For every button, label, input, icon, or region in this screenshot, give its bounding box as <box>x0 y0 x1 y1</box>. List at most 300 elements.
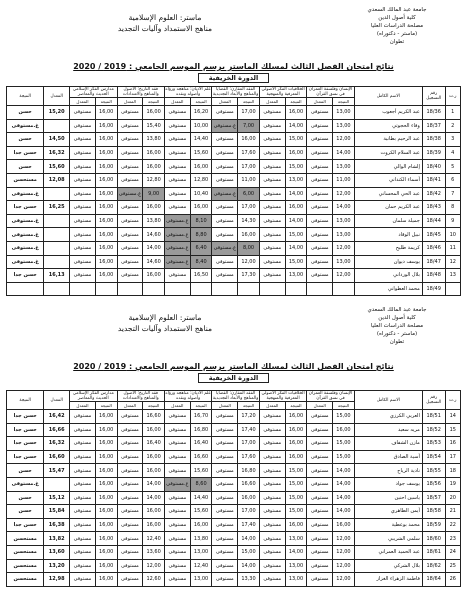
module-grade: 12,00 <box>238 255 260 269</box>
mention: مستحسن <box>7 573 44 587</box>
module-result <box>117 282 143 296</box>
module-grade: 15,00 <box>285 477 307 491</box>
master-header <box>90 12 240 34</box>
module-grade: 16,00 <box>285 410 307 424</box>
results-body-1 <box>7 106 461 296</box>
module-result: مستوفى <box>70 201 96 215</box>
module-grade: 12,60 <box>143 573 165 587</box>
module-result: مستوفى <box>307 173 333 187</box>
col-m5: فقه التاريخ: الأصول والمناهج والامتدادات <box>117 391 164 402</box>
module-result: مستوفى <box>164 450 190 464</box>
module-result: مستوفى <box>164 505 190 519</box>
module-result: مستوفى <box>117 545 143 559</box>
mention: غ.مستوفى <box>7 214 44 228</box>
module-result: مستوفى <box>117 437 143 451</box>
master-program: ماستر: العلوم الإسلامية <box>128 13 202 22</box>
mention: حسن <box>7 464 44 478</box>
module-grade: 16,60 <box>238 477 260 491</box>
module-grade: 8,40 <box>190 255 212 269</box>
module-grade: 12,40 <box>190 559 212 573</box>
module-result: مستوفى <box>307 477 333 491</box>
module-result: مستوفى <box>212 477 238 491</box>
module-result: مستوفى <box>259 559 285 573</box>
module-result: مستوفى <box>164 173 190 187</box>
module-grade: 12,00 <box>143 559 165 573</box>
module-grade: 14,00 <box>333 146 355 160</box>
module-grade: 16,00 <box>95 559 117 573</box>
module-grade: 17,00 <box>238 437 260 451</box>
module-grade: 13,80 <box>143 133 165 147</box>
average-grade <box>44 187 70 201</box>
module-grade: 16,00 <box>285 437 307 451</box>
module-result: مستوفى <box>117 160 143 174</box>
col-mention: النتيجة <box>7 87 44 106</box>
module-result: مستوفى <box>259 437 285 451</box>
module-result: مستوفى <box>117 119 143 133</box>
module-result <box>212 282 238 296</box>
average-grade: 13,20 <box>44 559 70 573</box>
row-number: 22 <box>445 518 460 532</box>
module-grade: 15,60 <box>190 505 212 519</box>
mention: غ.مستوفى <box>7 255 44 269</box>
average-grade: 12,08 <box>44 173 70 187</box>
module-grade: 16,00 <box>95 437 117 451</box>
module-result: مستوفى <box>117 269 143 283</box>
registration-number: 18/46 <box>422 241 445 255</box>
registration-number: 18/44 <box>422 214 445 228</box>
module-grade: 14,00 <box>238 559 260 573</box>
table-row <box>7 545 461 559</box>
average-grade: 16,13 <box>44 269 70 283</box>
table-row <box>7 241 461 255</box>
module-result: مستوفى <box>70 228 96 242</box>
student-name: كريمة طليح <box>354 241 422 255</box>
module-grade: 12,40 <box>143 532 165 546</box>
row-number: 2 <box>445 119 460 133</box>
module-grade: 12,00 <box>333 187 355 201</box>
mention: مستحسن <box>7 173 44 187</box>
student-name: عبد الحي المحساني <box>354 187 422 201</box>
row-number: 12 <box>445 255 460 269</box>
row-number: 24 <box>445 545 460 559</box>
table-row <box>7 491 461 505</box>
module-result: مستوفى <box>259 505 285 519</box>
row-number: 5 <box>445 160 460 174</box>
module-result: مستوفى <box>212 173 238 187</box>
module-result: مستوفى <box>259 518 285 532</box>
mention: حسن جدا <box>7 423 44 437</box>
module-grade: 12,00 <box>333 532 355 546</box>
module-result: مستوفى <box>70 437 96 451</box>
module-grade: 15,00 <box>285 255 307 269</box>
module-grade: 8,80 <box>190 228 212 242</box>
university-header <box>337 6 457 46</box>
sub-result: النتيجة <box>190 98 212 106</box>
module-result: مستوفى <box>212 545 238 559</box>
module-grade: 14,40 <box>190 491 212 505</box>
module-result: مستوفى <box>117 573 143 587</box>
average-grade: 16,38 <box>44 518 70 532</box>
results-sheet-1 <box>0 0 467 298</box>
module-grade: 16,00 <box>95 228 117 242</box>
module-result <box>164 282 190 296</box>
module-grade: 16,00 <box>95 187 117 201</box>
module-result: مستوفى <box>307 410 333 424</box>
student-name: عبد الرحيم بطانية <box>354 133 422 147</box>
registration-number: 18/60 <box>422 532 445 546</box>
module-result: مستوفى <box>212 228 238 242</box>
table-row <box>7 505 461 519</box>
table-row <box>7 214 461 228</box>
row-number: 7 <box>445 187 460 201</box>
module-grade <box>333 282 355 296</box>
university-header <box>337 306 457 346</box>
student-name: بلال الشركي <box>354 559 422 573</box>
city-name: تطوان <box>389 39 405 45</box>
module-result: مستوفى <box>70 423 96 437</box>
mention: حسن <box>7 106 44 120</box>
division-name: مصلحة الدراسات العليا <box>370 23 424 29</box>
module-result: مستوفى <box>307 505 333 519</box>
module-result: مستوفى <box>70 255 96 269</box>
col-m1: الإنسان وفلسفة العمران في نسق القرآن <box>308 87 353 97</box>
student-name: بلال الورداني <box>354 269 422 283</box>
master-specialty: مناهج الاستمداد وآليات التجديد <box>117 24 213 33</box>
module-grade: 8,60 <box>190 477 212 491</box>
col-m5: فقه التاريخ: الأصول والمناهج والامتدادات <box>117 87 164 98</box>
module-result: مستوفى <box>212 532 238 546</box>
module-result: مستوفى <box>212 491 238 505</box>
module-result: مستوفى <box>307 241 333 255</box>
module-grade: 17,00 <box>238 505 260 519</box>
module-grade: 11,00 <box>333 173 355 187</box>
module-grade: 16,00 <box>143 518 165 532</box>
module-result: مستوفى <box>164 160 190 174</box>
sub-result: النتيجة <box>285 98 307 106</box>
module-grade: 16,00 <box>143 269 165 283</box>
row-number: 13 <box>445 269 460 283</box>
sub-result: النتيجة <box>143 98 165 106</box>
row-number: 16 <box>445 437 460 451</box>
table-row <box>7 133 461 147</box>
module-result: مستوفى <box>307 133 333 147</box>
module-result: مستوفى <box>117 255 143 269</box>
module-result: مستوفى <box>70 410 96 424</box>
row-number: 15 <box>445 423 460 437</box>
registration-number: 18/41 <box>422 173 445 187</box>
module-result: مستوفى <box>259 255 285 269</box>
module-result: مستوفى <box>117 423 143 437</box>
module-result: مستوفى <box>307 559 333 573</box>
module-result: مستوفى <box>212 133 238 147</box>
module-grade: 16,00 <box>143 423 165 437</box>
module-grade: 17,00 <box>238 106 260 120</box>
module-result: مستوفى <box>117 173 143 187</box>
module-result: مستوفى <box>259 201 285 215</box>
mention: حسن <box>7 491 44 505</box>
table-row <box>7 160 461 174</box>
module-result: مستوفى <box>212 464 238 478</box>
row-number: 3 <box>445 133 460 147</box>
table-row <box>7 477 461 491</box>
module-grade: 16,00 <box>95 241 117 255</box>
module-grade: 14,00 <box>285 214 307 228</box>
module-grade: 16,20 <box>190 106 212 120</box>
col-mention: النتيجة <box>7 391 44 410</box>
module-result: مستوفى <box>70 573 96 587</box>
module-result: مستوفى <box>212 505 238 519</box>
student-name: عبد الكريم أجعوب <box>354 106 422 120</box>
module-grade: 15,40 <box>143 119 165 133</box>
table-row <box>7 173 461 187</box>
module-result: مستوفى <box>259 532 285 546</box>
module-result: مستوفى <box>307 269 333 283</box>
module-result: مستوفى <box>307 545 333 559</box>
sub-result: النتيجة <box>95 98 117 106</box>
module-grade: 16,00 <box>143 505 165 519</box>
table-row <box>7 464 461 478</box>
table-row <box>7 187 461 201</box>
module-grade: 16,00 <box>285 106 307 120</box>
student-name: مريه سعيد <box>354 423 422 437</box>
module-result: مستوفى <box>212 106 238 120</box>
module-grade: 16,00 <box>95 133 117 147</box>
master-specialty: مناهج الاستمداد وآليات التجديد <box>117 324 213 333</box>
sub-grade: المعدل <box>70 98 96 106</box>
module-result: مستوفى <box>212 450 238 464</box>
col-m2: الخلافيات الفكر الأصولي المعرفية والمنهجية <box>259 391 306 402</box>
module-result: مستوفى <box>70 269 96 283</box>
student-name: أيمن الطاهري <box>354 505 422 519</box>
mention: حسن <box>7 505 44 519</box>
average-grade <box>44 255 70 269</box>
average-grade: 16,32 <box>44 146 70 160</box>
module-result: مستوفى <box>307 255 333 269</box>
module-grade: 16,00 <box>95 160 117 174</box>
module-grade: 16,00 <box>238 491 260 505</box>
module-grade: 13,00 <box>333 214 355 228</box>
module-grade <box>190 282 212 296</box>
module-result: غ.مستوفى <box>212 119 238 133</box>
module-result: مستوفى <box>307 518 333 532</box>
mention: غ.مستوفى <box>7 228 44 242</box>
module-result: مستوفى <box>70 133 96 147</box>
module-result: مستوفى <box>164 423 190 437</box>
registration-number: 18/42 <box>422 187 445 201</box>
module-result: مستوفى <box>70 173 96 187</box>
module-result: مستوفى <box>307 532 333 546</box>
module-grade: 16,00 <box>285 146 307 160</box>
module-grade: 15,00 <box>285 505 307 519</box>
module-result: مستوفى <box>212 146 238 160</box>
module-grade: 15,00 <box>333 410 355 424</box>
module-grade: 13,00 <box>333 119 355 133</box>
module-result: مستوفى <box>259 545 285 559</box>
module-result: مستوفى <box>212 214 238 228</box>
row-number: 17 <box>445 450 460 464</box>
col-num: ر.ت <box>445 391 460 410</box>
row-number: 11 <box>445 241 460 255</box>
student-name: جميلة سلمان <box>354 214 422 228</box>
registration-number: 18/38 <box>422 133 445 147</box>
col-num: ر.ت <box>445 87 460 106</box>
sub-result: النتيجة <box>95 402 117 410</box>
student-name: عبد السلام الكروت <box>354 146 422 160</box>
module-grade: 15,00 <box>285 491 307 505</box>
module-grade: 6,00 <box>238 187 260 201</box>
module-result: مستوفى <box>259 146 285 160</box>
module-result: مستوفى <box>70 505 96 519</box>
module-result: مستوفى <box>164 491 190 505</box>
average-grade <box>44 214 70 228</box>
module-grade: 13,00 <box>285 269 307 283</box>
registration-number: 18/40 <box>422 160 445 174</box>
module-grade: 16,40 <box>190 437 212 451</box>
module-result: مستوفى <box>164 146 190 160</box>
row-number: 19 <box>445 477 460 491</box>
module-result: مستوفى <box>212 437 238 451</box>
module-result: مستوفى <box>259 133 285 147</box>
module-result: مستوفى <box>259 477 285 491</box>
results-sheet-2 <box>0 300 467 600</box>
col-reg: رقم التسجيل <box>422 391 445 410</box>
col-m4: علم الأديان: مناهجه ورؤاه وأصوله ونقده <box>165 391 211 401</box>
table-row <box>7 410 461 424</box>
student-name: ياسين احنين <box>354 491 422 505</box>
module-result: مستوفى <box>212 160 238 174</box>
student-name: وفاء الحجوتي <box>354 119 422 133</box>
module-grade: 16,00 <box>95 450 117 464</box>
module-result: غ.مستوفى <box>212 187 238 201</box>
module-grade: 16,00 <box>143 160 165 174</box>
module-result: مستوفى <box>70 106 96 120</box>
module-grade: 9,00 <box>143 187 165 201</box>
module-grade: 13,00 <box>285 173 307 187</box>
module-grade: 16,00 <box>95 477 117 491</box>
module-result: غ.مستوفى <box>164 255 190 269</box>
table-row <box>7 106 461 120</box>
module-result: مستوفى <box>164 106 190 120</box>
module-grade: 16,00 <box>238 228 260 242</box>
student-name: يوسف ديوان <box>354 255 422 269</box>
row-number: 20 <box>445 491 460 505</box>
mention: حسن <box>7 133 44 147</box>
module-grade: 16,50 <box>190 269 212 283</box>
sub-grade: المعدل <box>117 98 143 106</box>
module-grade: 16,00 <box>285 518 307 532</box>
module-result: مستوفى <box>117 518 143 532</box>
average-grade: 12,98 <box>44 573 70 587</box>
table-row <box>7 573 461 587</box>
module-result: مستوفى <box>307 201 333 215</box>
module-grade: 13,60 <box>143 545 165 559</box>
registration-number: 18/57 <box>422 491 445 505</box>
module-grade: 8,00 <box>238 241 260 255</box>
module-result: مستوفى <box>164 545 190 559</box>
mention: غ.مستوفى <box>7 119 44 133</box>
average-grade: 16,25 <box>44 201 70 215</box>
module-grade: 14,00 <box>143 491 165 505</box>
module-result: مستوفى <box>70 532 96 546</box>
master-program: ماستر: العلوم الإسلامية <box>128 313 202 322</box>
module-result: مستوفى <box>259 106 285 120</box>
module-grade: 16,00 <box>143 450 165 464</box>
sub-grade: المعدل <box>164 402 190 410</box>
registration-number: 18/64 <box>422 573 445 587</box>
module-grade: 13,30 <box>238 573 260 587</box>
row-number: 1 <box>445 106 460 120</box>
module-result: مستوفى <box>70 450 96 464</box>
col-m6: مدارس الفكر الإسلامي الحديث والمعاصر <box>70 391 117 402</box>
table-row <box>7 282 461 296</box>
average-grade: 16,66 <box>44 423 70 437</box>
registration-number: 18/59 <box>422 518 445 532</box>
average-grade: 16,32 <box>44 437 70 451</box>
module-result: مستوفى <box>259 491 285 505</box>
module-grade: 16,80 <box>190 423 212 437</box>
table-row <box>7 518 461 532</box>
module-result: مستوفى <box>70 119 96 133</box>
module-result: مستوفى <box>164 437 190 451</box>
col-m3: الفقه المقارن: القضايا والمناهج والأبعاد التجديدية <box>212 391 259 401</box>
module-result: مستوفى <box>212 410 238 424</box>
module-grade: 14,00 <box>333 477 355 491</box>
module-result: مستوفى <box>307 437 333 451</box>
module-grade: 7,00 <box>238 119 260 133</box>
student-name: سلمى الشريبي <box>354 532 422 546</box>
module-result: مستوفى <box>212 518 238 532</box>
sub-grade: المعدل <box>70 402 96 410</box>
module-grade: 16,00 <box>143 464 165 478</box>
module-result: مستوفى <box>164 187 190 201</box>
sub-result: النتيجة <box>238 98 260 106</box>
sub-grade: المعدل <box>212 98 238 106</box>
average-grade: 15,47 <box>44 464 70 478</box>
module-grade: 17,20 <box>238 410 260 424</box>
module-grade: 16,00 <box>95 214 117 228</box>
module-grade: 16,00 <box>285 201 307 215</box>
module-result: مستوفى <box>212 559 238 573</box>
module-result: مستوفى <box>307 146 333 160</box>
module-grade: 13,00 <box>190 573 212 587</box>
module-result: مستوفى <box>307 464 333 478</box>
module-grade: 16,00 <box>333 518 355 532</box>
module-result: مستوفى <box>259 269 285 283</box>
module-grade: 16,00 <box>143 106 165 120</box>
module-result: مستوفى <box>259 450 285 464</box>
module-grade: 13,00 <box>333 255 355 269</box>
university-name: جامعة عبد المالك السعدي <box>367 307 427 313</box>
module-grade: 14,00 <box>333 464 355 478</box>
registration-number: 18/55 <box>422 464 445 478</box>
module-result: مستوفى <box>164 133 190 147</box>
table-row <box>7 269 461 283</box>
mention: حسن جدا <box>7 518 44 532</box>
mention: حسن جدا <box>7 201 44 215</box>
average-grade: 14,50 <box>44 133 70 147</box>
average-grade <box>44 119 70 133</box>
student-name: يوسف جواد <box>354 477 422 491</box>
module-result: مستوفى <box>307 119 333 133</box>
module-result: مستوفى <box>259 228 285 242</box>
module-result: مستوفى <box>259 423 285 437</box>
college-name: كلية أصول الدين <box>378 315 416 321</box>
row-number <box>445 282 460 296</box>
registration-number: 18/43 <box>422 201 445 215</box>
module-grade: 12,00 <box>333 559 355 573</box>
module-result: مستوفى <box>70 146 96 160</box>
module-grade: 12,00 <box>333 241 355 255</box>
